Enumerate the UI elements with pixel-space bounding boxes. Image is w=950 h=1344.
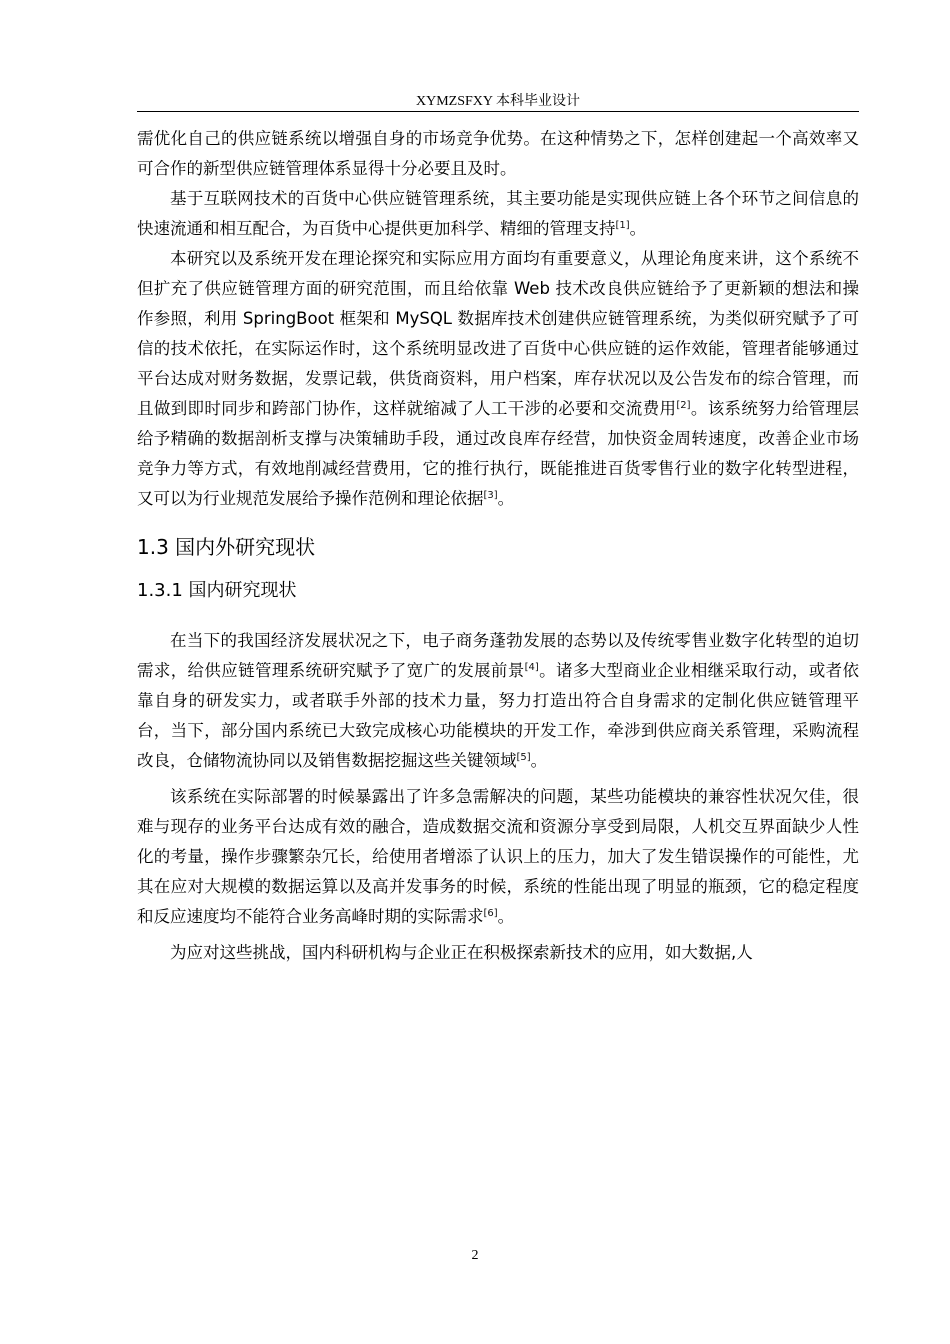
citation-marker: [5] [516,752,531,763]
page-body [137,124,859,968]
section-heading: 1.3 国内外研究现状 [137,535,316,559]
citation-marker: [4] [524,662,539,673]
paragraph: 需优化自己的供应链系统以增强自身的市场竞争优势。在这种情势之下，怎样创建起一个高效率又可合作的新型供应链管理体系显得十分必要且及时。 [137,129,859,178]
paragraph: 本研究以及系统开发在理论探究和实际应用方面均有重要意义，从理论角度来讲，这个系统不但扩充了供应链管理方面的研究范围，而且给依靠 Web 技术改良供应链给予了更新颖的想法和操作参照，利用 SpringBoot 框架和 MySQL 数据库技术创建供应链管理系统，为类似研究赋予了可信的技术依托，在实际运作时，这个系统明显改进了百货中心供应链的运作效能，管理者能够通过平台达成对财务数据，发票记载，供货商资料，用户档案，库存状况以及公告发布的综合管理，而且做到即时同步和跨部门协作，这样就缩减了人工干涉的必要和交流费用[2]。该系统努力给管理层给予精确的数据剖析支撑与决策辅助手段，通过改良库存经营，加快资金周转速度，改善企业市场竞争力等方式，有效地削减经营费用，它的推行执行，既能推进百货零售行业的数字化转型进程，又可以为行业规范发展给予操作范例和理论依据[3]。 [137,249,860,508]
page-number: 2 [471,1248,479,1263]
citation-marker: [6] [483,908,498,919]
subsection-heading: 1.3.1 国内研究现状 [137,580,297,601]
citation-marker: [3] [483,490,498,501]
page-header: XYMZSFXY 本科毕业设计 [416,94,580,109]
citation-marker: [1] [615,220,630,231]
paragraph: 在当下的我国经济发展状况之下，电子商务蓬勃发展的态势以及传统零售业数字化转型的迫切需求，给供应链管理系统研究赋予了宽广的发展前景[4]。诸多大型商业企业相继采取行动，或者依靠自身的研发实力，或者联手外部的技术力量，努力打造出符合自身需求的定制化供应链管理平台，当下，部分国内系统已大致完成核心功能模块的开发工作，牵涉到供应商关系管理，采购流程改良，仓储物流协同以及销售数据挖掘这些关键领域[5]。 [137,631,860,770]
paragraph: 基于互联网技术的百货中心供应链管理系统，其主要功能是实现供应链上各个环节之间信息的快速流通和相互配合，为百货中心提供更加科学、精细的管理支持[1]。 [137,189,859,238]
header-divider [137,111,859,112]
paragraph: 为应对这些挑战，国内科研机构与企业正在积极探索新技术的应用，如大数据,人 [170,943,753,962]
citation-marker: [2] [676,400,691,411]
paragraph: 该系统在实际部署的时候暴露出了许多急需解决的问题，某些功能模块的兼容性状况欠佳，很难与现存的业务平台达成有效的融合，造成数据交流和资源分享受到局限，人机交互界面缺少人性化的考量，操作步骤繁杂冗长，给使用者增添了认识上的压力，加大了发生错误操作的可能性，尤其在应对大规模的数据运算以及高并发事务的时候，系统的性能出现了明显的瓶颈，它的稳定程度和反应速度均不能符合业务高峰时期的实际需求[6]。 [137,787,859,926]
